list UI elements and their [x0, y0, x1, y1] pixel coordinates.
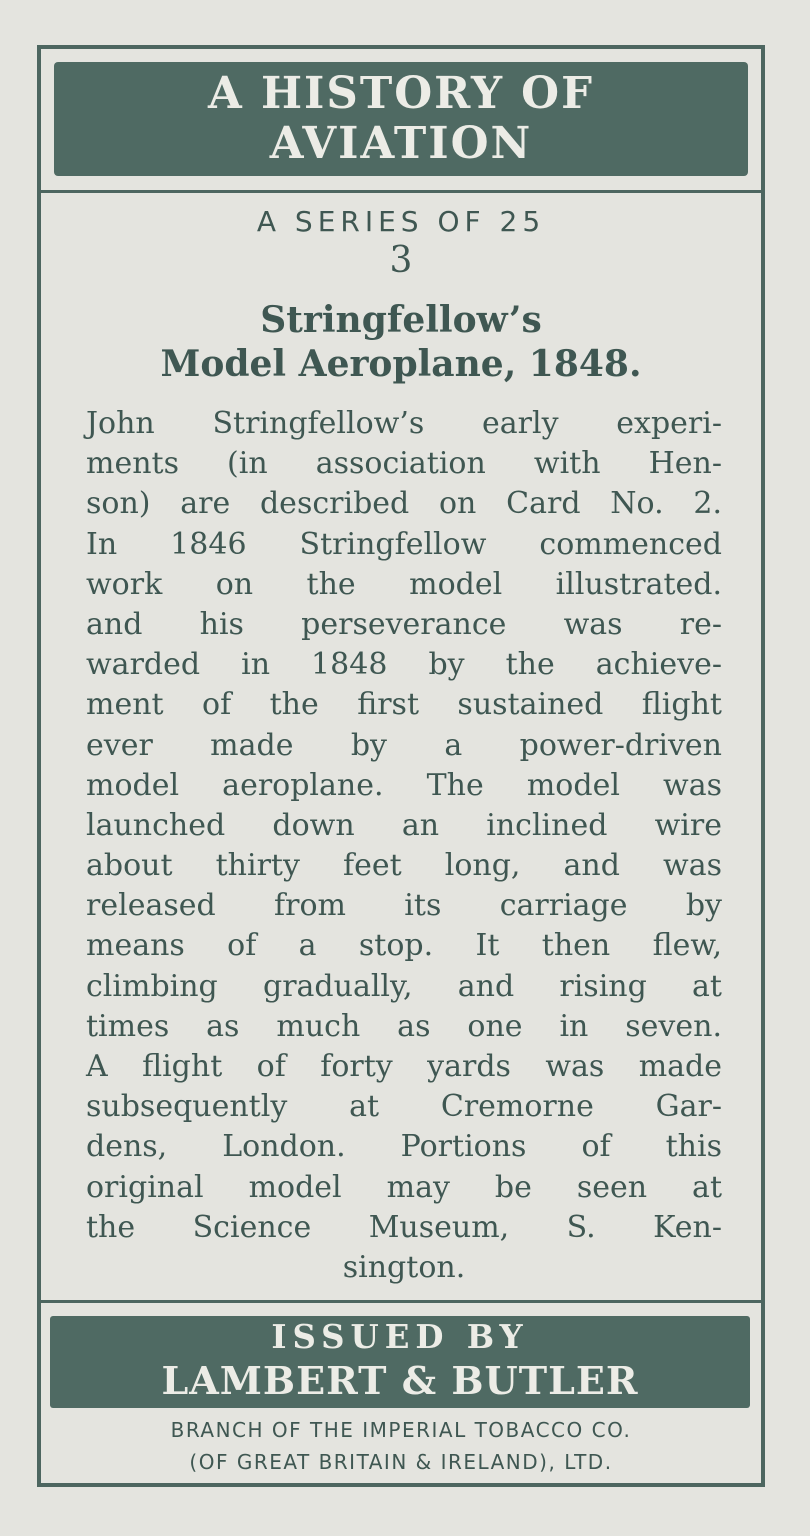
article-body [86, 404, 722, 1288]
title-line-1: A HISTORY OF [208, 68, 594, 119]
body-line: about thirty feet long, and was [86, 848, 722, 884]
body-line: dens, London. Portions of this [86, 1129, 722, 1165]
body-line: warded in 1848 by the achieve- [86, 647, 722, 683]
body-line: original model may be seen at [86, 1169, 722, 1205]
body-line: means of a stop. It then flew, [86, 928, 722, 964]
divider-top [41, 190, 761, 193]
card-number: 3 [389, 240, 413, 281]
body-line: ever made by a power-driven [86, 727, 722, 763]
body-line: released from its carriage by [86, 888, 722, 924]
company-line-1: BRANCH OF THE IMPERIAL TOBACCO CO. [170, 1418, 632, 1442]
company-line-2: (OF GREAT BRITAIN & IRELAND), LTD. [189, 1450, 613, 1474]
body-line: sington. [342, 1249, 466, 1285]
series-label: A SERIES OF 25 [256, 205, 546, 238]
body-line: In 1846 Stringfellow commenced [86, 526, 722, 562]
body-line: John Stringfellow’s early experi- [86, 406, 722, 441]
article-title-line-2: Model Aeroplane, 1848. [160, 343, 642, 385]
article-title-line-1: Stringfellow’s [260, 299, 542, 341]
title-line-2: AVIATION [269, 118, 533, 169]
body-line: A flight of forty yards was made [86, 1049, 722, 1084]
body-line: ment of the first sustained flight [86, 687, 722, 723]
body-line: son) are described on Card No. 2. [86, 486, 722, 522]
body-line: climbing gradually, and rising at [86, 968, 722, 1004]
body-line: ments (in association with Hen- [86, 446, 722, 482]
body-line: and his perseverance was re- [86, 606, 722, 642]
title-banner [54, 62, 748, 176]
issuer-name: LAMBERT & BUTLER [161, 1358, 639, 1403]
issued-by-label: ISSUED BY [271, 1318, 529, 1356]
issuer-banner [50, 1316, 750, 1408]
article-title [41, 298, 761, 386]
body-line: the Science Museum, S. Ken- [86, 1209, 722, 1245]
divider-bottom [41, 1300, 761, 1303]
body-line: subsequently at Cremorne Gar- [86, 1089, 722, 1125]
body-line: times as much as one in seven. [86, 1008, 722, 1044]
body-line: work on the model illustrated. [86, 566, 722, 602]
body-line: model aeroplane. The model was [86, 767, 722, 803]
body-line: launched down an inclined wire [86, 807, 722, 843]
